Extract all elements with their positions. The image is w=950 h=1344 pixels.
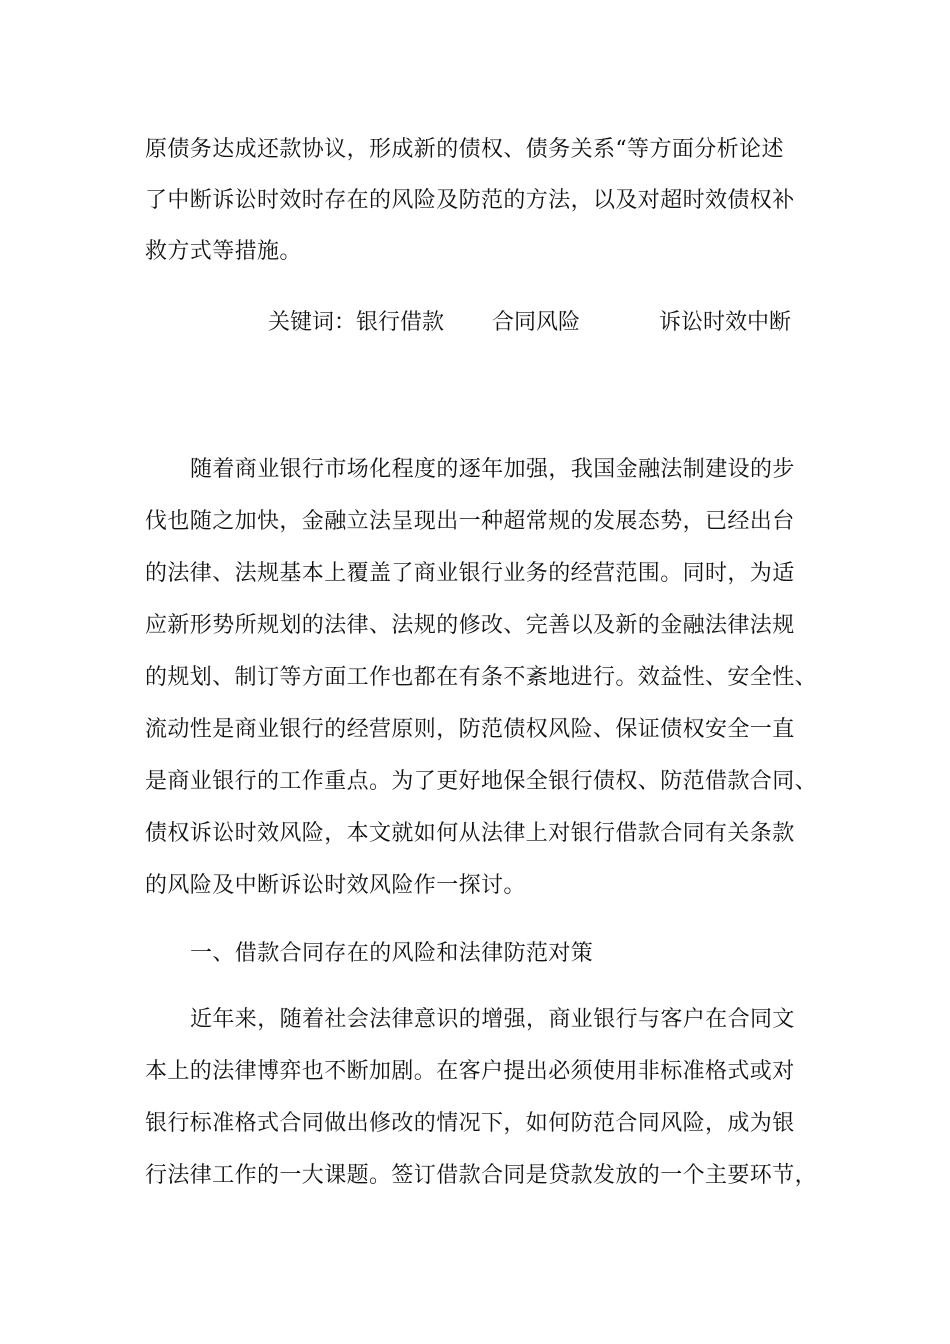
keyword-2: 合同风险 — [492, 310, 581, 335]
section-line-4: 行法律工作的一大课题。签订借款合同是贷款发放的一个主要环节， — [145, 1163, 818, 1188]
intro-line-1: 随着商业银行市场化程度的逐年加强，我国金融法制建设的步 — [190, 457, 795, 482]
section-line-3: 银行标准格式合同做出修改的情况下，如何防范合同风险，成为银 — [145, 1111, 795, 1136]
section-heading: 一、借款合同存在的风险和法律防范对策 — [190, 941, 594, 966]
intro-line-4: 应新形势所规划的法律、法规的修改、完善以及新的金融法律法规 — [145, 613, 795, 638]
intro-line-2: 伐也随之加快，金融立法呈现出一种超常规的发展态势，已经出台 — [145, 509, 795, 534]
intro-line-7: 是商业银行的工作重点。为了更好地保全银行债权、防范借款合同、 — [145, 769, 818, 794]
keyword-1: 银行借款 — [356, 310, 445, 335]
intro-line-3: 的法律、法规基本上覆盖了商业银行业务的经营范围。同时，为适 — [145, 561, 795, 586]
abstract-line-2: 了中断诉讼时效时存在的风险及防范的方法，以及对超时效债权补 — [145, 188, 795, 213]
section-line-1: 近年来，随着社会法律意识的增强，商业银行与客户在合同文 — [190, 1007, 795, 1032]
section-line-2: 本上的法律博弈也不断加剧。在客户提出必须使用非标准格式或对 — [145, 1059, 795, 1084]
keywords-label: 关键词： — [268, 310, 357, 335]
intro-line-5: 的规划、制订等方面工作也都在有条不紊地进行。效益性、安全性、 — [145, 665, 818, 690]
intro-line-8: 债权诉讼时效风险，本文就如何从法律上对银行借款合同有关条款 — [145, 821, 795, 846]
intro-line-6: 流动性是商业银行的经营原则，防范债权风险、保证债权安全一直 — [145, 717, 795, 742]
abstract-line-1: 原债务达成还款协议，形成新的债权、债务关系“等方面分析论述 — [145, 137, 784, 162]
keyword-3: 诉讼时效中断 — [659, 310, 792, 335]
abstract-line-3: 救方式等措施。 — [145, 239, 302, 264]
intro-line-9: 的风险及中断诉讼时效风险作一探讨。 — [145, 873, 526, 898]
